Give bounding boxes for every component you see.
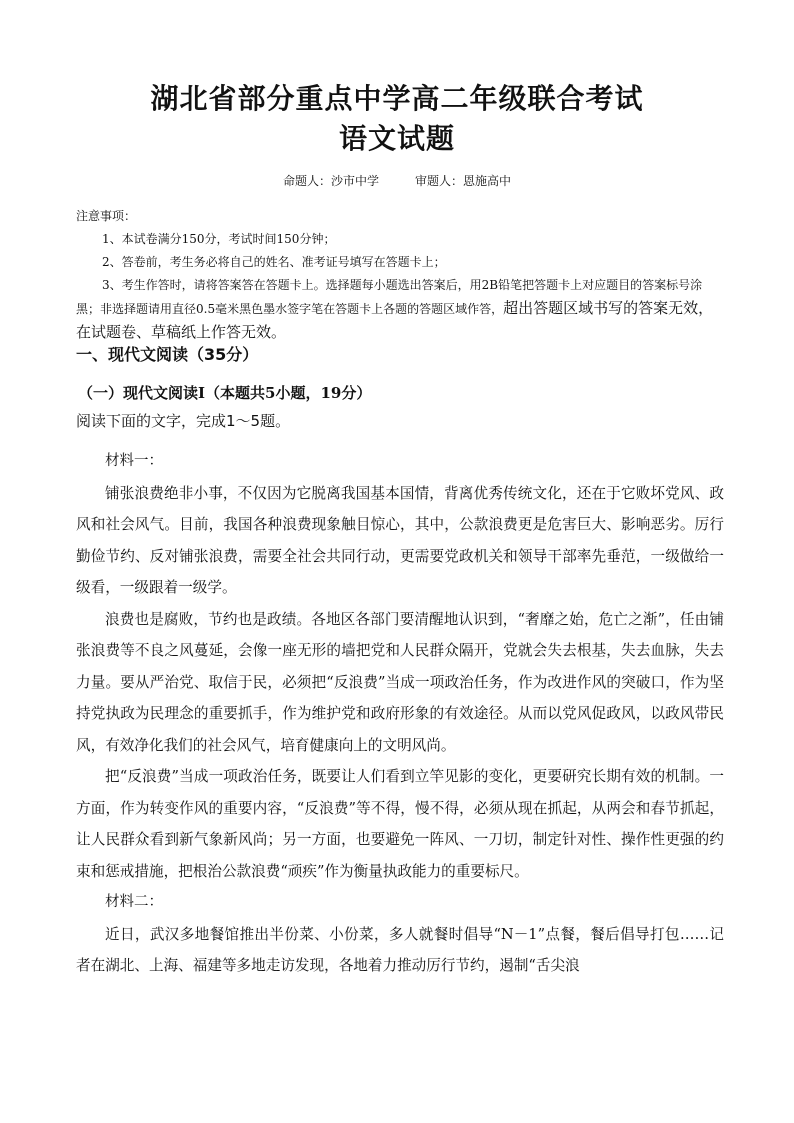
exam-notes bbox=[76, 205, 724, 345]
section-heading: 一、现代文阅读（35分） bbox=[76, 345, 259, 364]
material-label: 材料二： bbox=[105, 894, 163, 910]
note-item-emphasis: 超出答题区域书写的答案无效，在试题卷、草稿纸上作答无效。 bbox=[76, 299, 714, 341]
material-paragraph: 近日，武汉多地餐馆推出半份菜、小份菜，多人就餐时倡导“N－1”点餐，餐后倡导打包……记者在湖北、上海、福建等多地走访发现，各地着力推动厉行节约，遏制“舌尖浪 bbox=[76, 925, 724, 974]
reviewer-credit: 审题人：恩施高中 bbox=[415, 174, 512, 188]
subsection-heading: （一）现代文阅读Ⅰ（本题共5小题，19分） bbox=[78, 384, 372, 402]
exam-subject: 语文试题 bbox=[338, 122, 455, 155]
note-item bbox=[76, 274, 724, 345]
exam-title: 湖北省部分重点中学高二年级联合考试 bbox=[150, 82, 644, 115]
notes-heading: 注意事项： bbox=[76, 209, 137, 223]
material-paragraph: 浪费也是腐败，节约也是政绩。各地区各部门要清醒地认识到，“奢靡之始，危亡之渐”，任由铺张浪费等不良之风蔓延，会像一座无形的墙把党和人民群众隔开，党就会失去根基，失去血脉，失去力量。要从严治党、取信于民，必须把“反浪费”当成一项政治任务，作为改进作风的突破口，作为坚持党执政为民理念的重要抓手，作为维护党和政府形象的有效途径。从而以党风促政风，以政风带民风，有效净化我们的社会风气，培育健康向上的文明风尚。 bbox=[76, 610, 724, 754]
author-credit: 命题人：沙市中学 bbox=[282, 174, 379, 188]
note-item: 2、答卷前，考生务必将自己的姓名、准考证号填写在答题卡上； bbox=[102, 255, 446, 269]
material-paragraph: 铺张浪费绝非小事，不仅因为它脱离我国基本国情，背离优秀传统文化，还在于它败坏党风、政风和社会风气。目前，我国各种浪费现象触目惊心，其中，公款浪费更是危害巨大、影响恶劣。厉行勤俭节约、反对铺张浪费，需要全社会共同行动，更需要党政机关和领导干部率先垂范，一级做给一级看，一级跟着一级学。 bbox=[76, 484, 724, 596]
note-item: 1、本试卷满分150分，考试时间150分钟； bbox=[102, 232, 336, 246]
reading-instruction: 阅读下面的文字，完成1～5题。 bbox=[76, 412, 291, 430]
material-paragraph: 把“反浪费”当成一项政治任务，既要让人们看到立竿见影的变化，更要研究长期有效的机制。一方面，作为转变作风的重要内容，“反浪费”等不得，慢不得，必须从现在抓起，从两会和春节抓起，让人民群众看到新气象新风尚；另一方面，也要避免一阵风、一刀切，制定针对性、操作性更强的约束和惩戒措施，把根治公款浪费“顽疾”作为衡量执政能力的重要标尺。 bbox=[76, 768, 724, 880]
reading-material bbox=[76, 446, 724, 982]
byline bbox=[0, 173, 794, 189]
note-item-text: 3、考生作答时，请将答案答在答题卡上。选择题每小题选出答案后，用2B铅笔把答题卡上对应题目的答案标号涂黑；非选择题请用直径0.5毫米黑色墨水签字笔在答题卡上各题的答题区域作答， bbox=[76, 278, 703, 316]
material-label: 材料一： bbox=[105, 453, 163, 469]
